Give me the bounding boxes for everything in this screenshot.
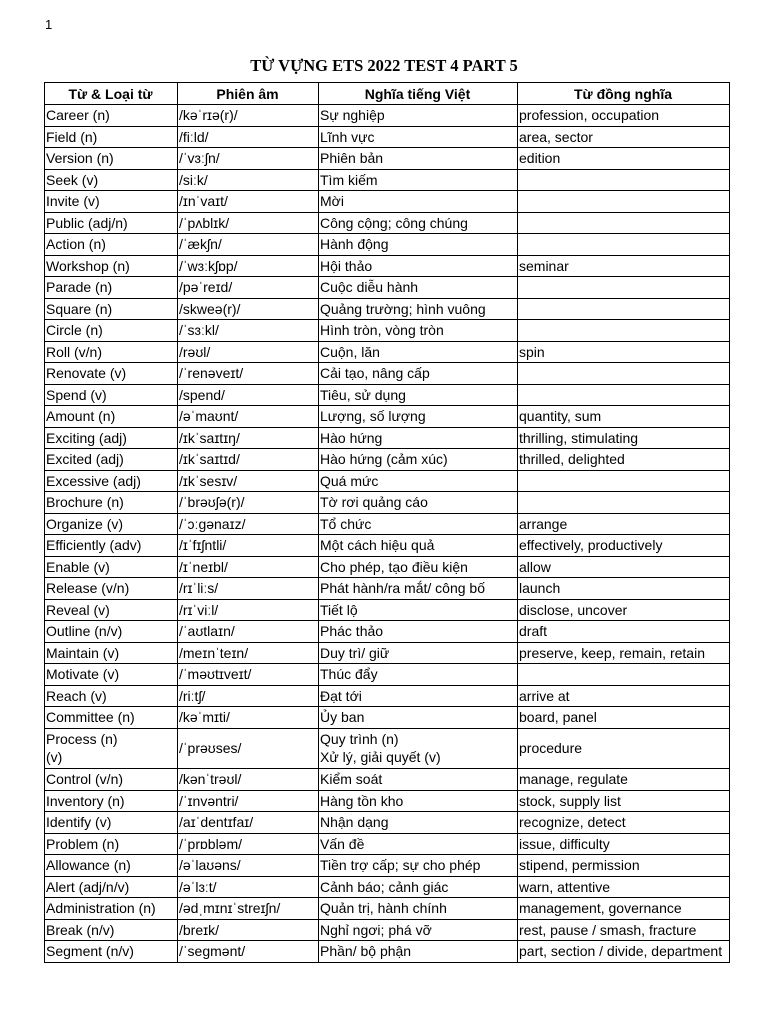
ipa-cell: /kənˈtrəʊl/ — [178, 769, 319, 791]
table-row — [45, 449, 730, 471]
synonyms-cell — [518, 320, 730, 342]
ipa-cell: /əˈlɜːt/ — [178, 876, 319, 898]
word-cell: Release (v/n) — [45, 578, 178, 600]
meaning-cell: Cải tạo, nâng cấp — [319, 363, 518, 385]
word-cell: Amount (n) — [45, 406, 178, 428]
table-row — [45, 148, 730, 170]
synonyms-cell: board, panel — [518, 707, 730, 729]
synonyms-cell: manage, regulate — [518, 769, 730, 791]
meaning-cell: Hàng tồn kho — [319, 790, 518, 812]
word-cell: Reach (v) — [45, 685, 178, 707]
header-row — [45, 83, 730, 105]
word-cell: Career (n) — [45, 105, 178, 127]
meaning-cell: Tiêu, sử dụng — [319, 384, 518, 406]
synonyms-cell: preserve, keep, remain, retain — [518, 642, 730, 664]
synonyms-cell: arrive at — [518, 685, 730, 707]
table-body — [45, 105, 730, 963]
ipa-cell: /əˈmaʊnt/ — [178, 406, 319, 428]
synonyms-cell — [518, 277, 730, 299]
table-row — [45, 234, 730, 256]
synonyms-cell: procedure — [518, 728, 730, 769]
ipa-cell: /ˈwɜːkʃɒp/ — [178, 255, 319, 277]
synonyms-cell — [518, 492, 730, 514]
ipa-cell: /ˈvɜːʃn/ — [178, 148, 319, 170]
word-cell: Field (n) — [45, 126, 178, 148]
meaning-cell: Cho phép, tạo điều kiện — [319, 556, 518, 578]
synonyms-cell — [518, 384, 730, 406]
word-cell: Public (adj/n) — [45, 212, 178, 234]
ipa-cell: /ˈrenəveɪt/ — [178, 363, 319, 385]
meaning-cell: Tìm kiếm — [319, 169, 518, 191]
synonyms-cell: part, section / divide, department — [518, 941, 730, 963]
meaning-cell: Vấn đề — [319, 833, 518, 855]
word-cell: Problem (n) — [45, 833, 178, 855]
meaning-cell: Cảnh báo; cảnh giác — [319, 876, 518, 898]
word-cell: Inventory (n) — [45, 790, 178, 812]
synonyms-cell: launch — [518, 578, 730, 600]
meaning-cell: Nhận dạng — [319, 812, 518, 834]
meaning-cell: Hội thảo — [319, 255, 518, 277]
table-row — [45, 535, 730, 557]
meaning-cell: Tổ chức — [319, 513, 518, 535]
table-row — [45, 212, 730, 234]
word-cell: Organize (v) — [45, 513, 178, 535]
ipa-cell: /ˈprɒbləm/ — [178, 833, 319, 855]
meaning-cell: Mời — [319, 191, 518, 213]
table-row — [45, 599, 730, 621]
meaning-cell: Tiết lộ — [319, 599, 518, 621]
table-row — [45, 513, 730, 535]
meaning-cell: Tiền trợ cấp; sự cho phép — [319, 855, 518, 877]
word-cell: Motivate (v) — [45, 664, 178, 686]
meaning-cell: Quy trình (n) Xử lý, giải quyết (v) — [319, 728, 518, 769]
ipa-cell: /ˈsɜːkl/ — [178, 320, 319, 342]
table-row — [45, 320, 730, 342]
word-cell: Version (n) — [45, 148, 178, 170]
table-row — [45, 341, 730, 363]
table-row — [45, 191, 730, 213]
word-cell: Circle (n) — [45, 320, 178, 342]
word-cell: Segment (n/v) — [45, 941, 178, 963]
synonyms-cell — [518, 234, 730, 256]
synonyms-cell: edition — [518, 148, 730, 170]
ipa-cell: /ɪˈfɪʃntli/ — [178, 535, 319, 557]
table-row — [45, 728, 730, 769]
table-row — [45, 876, 730, 898]
synonyms-cell — [518, 298, 730, 320]
meaning-cell: Ủy ban — [319, 707, 518, 729]
ipa-cell: /spend/ — [178, 384, 319, 406]
word-cell: Efficiently (adv) — [45, 535, 178, 557]
ipa-cell: /ɪkˈsaɪtɪŋ/ — [178, 427, 319, 449]
meaning-cell: Phác thảo — [319, 621, 518, 643]
synonyms-cell: draft — [518, 621, 730, 643]
synonyms-cell: thrilled, delighted — [518, 449, 730, 471]
meaning-cell: Một cách hiệu quả — [319, 535, 518, 557]
word-cell: Maintain (v) — [45, 642, 178, 664]
meaning-cell: Quản trị, hành chính — [319, 898, 518, 920]
table-row — [45, 812, 730, 834]
word-cell: Reveal (v) — [45, 599, 178, 621]
word-cell: Committee (n) — [45, 707, 178, 729]
synonyms-cell — [518, 664, 730, 686]
meaning-cell: Phiên bản — [319, 148, 518, 170]
ipa-cell: /rəʊl/ — [178, 341, 319, 363]
table-row — [45, 384, 730, 406]
table-row — [45, 769, 730, 791]
ipa-cell: /rɪˈviːl/ — [178, 599, 319, 621]
synonyms-cell: effectively, productively — [518, 535, 730, 557]
synonyms-cell: recognize, detect — [518, 812, 730, 834]
word-cell: Invite (v) — [45, 191, 178, 213]
word-cell: Excessive (adj) — [45, 470, 178, 492]
meaning-cell: Lĩnh vực — [319, 126, 518, 148]
word-cell: Control (v/n) — [45, 769, 178, 791]
meaning-cell: Thúc đẩy — [319, 664, 518, 686]
table-row — [45, 363, 730, 385]
ipa-cell: /ədˌmɪnɪˈstreɪʃn/ — [178, 898, 319, 920]
meaning-cell: Phát hành/ra mắt/ công bố — [319, 578, 518, 600]
ipa-cell: /əˈlaʊəns/ — [178, 855, 319, 877]
table-row — [45, 298, 730, 320]
synonyms-cell: management, governance — [518, 898, 730, 920]
meaning-cell: Duy trì/ giữ — [319, 642, 518, 664]
synonyms-cell — [518, 169, 730, 191]
table-row — [45, 406, 730, 428]
ipa-cell: /aɪˈdentɪfaɪ/ — [178, 812, 319, 834]
synonyms-cell: profession, occupation — [518, 105, 730, 127]
ipa-cell: /ˈɔːgənaɪz/ — [178, 513, 319, 535]
word-cell: Action (n) — [45, 234, 178, 256]
meaning-cell: Công cộng; công chúng — [319, 212, 518, 234]
meaning-cell: Lượng, số lượng — [319, 406, 518, 428]
table-row — [45, 277, 730, 299]
meaning-cell: Hào hứng — [319, 427, 518, 449]
synonyms-cell: rest, pause / smash, fracture — [518, 919, 730, 941]
word-cell: Renovate (v) — [45, 363, 178, 385]
ipa-cell: /pəˈreɪd/ — [178, 277, 319, 299]
word-cell: Identify (v) — [45, 812, 178, 834]
page-title: TỪ VỰNG ETS 2022 TEST 4 PART 5 — [250, 56, 518, 75]
ipa-cell: /siːk/ — [178, 169, 319, 191]
word-cell: Brochure (n) — [45, 492, 178, 514]
word-cell: Excited (adj) — [45, 449, 178, 471]
meaning-cell: Kiểm soát — [319, 769, 518, 791]
ipa-cell: /ˈɪnvəntri/ — [178, 790, 319, 812]
synonyms-cell: stipend, permission — [518, 855, 730, 877]
word-cell: Administration (n) — [45, 898, 178, 920]
meaning-cell: Đạt tới — [319, 685, 518, 707]
word-cell: Process (n) (v) — [45, 728, 178, 769]
word-cell: Parade (n) — [45, 277, 178, 299]
table-row — [45, 427, 730, 449]
meaning-cell: Tờ rơi quảng cáo — [319, 492, 518, 514]
meaning-cell: Cuộn, lăn — [319, 341, 518, 363]
word-cell: Seek (v) — [45, 169, 178, 191]
table-row — [45, 492, 730, 514]
word-cell: Alert (adj/n/v) — [45, 876, 178, 898]
synonyms-cell — [518, 212, 730, 234]
synonyms-cell: seminar — [518, 255, 730, 277]
table-row — [45, 169, 730, 191]
column-header-synonyms: Từ đồng nghĩa — [518, 83, 730, 105]
ipa-cell: /ˈaʊtlaɪn/ — [178, 621, 319, 643]
ipa-cell: /meɪnˈteɪn/ — [178, 642, 319, 664]
table-header — [45, 83, 730, 105]
ipa-cell: /ɪnˈvaɪt/ — [178, 191, 319, 213]
word-cell: Square (n) — [45, 298, 178, 320]
table-row — [45, 855, 730, 877]
ipa-cell: /ɪkˈsesɪv/ — [178, 470, 319, 492]
vocab-table — [44, 82, 730, 963]
table-row — [45, 685, 730, 707]
word-cell: Outline (n/v) — [45, 621, 178, 643]
table-row — [45, 642, 730, 664]
ipa-cell: /skweə(r)/ — [178, 298, 319, 320]
ipa-cell: /ɪˈneɪbl/ — [178, 556, 319, 578]
word-cell: Spend (v) — [45, 384, 178, 406]
table-row — [45, 941, 730, 963]
column-header-ipa: Phiên âm — [178, 83, 319, 105]
table-row — [45, 621, 730, 643]
ipa-cell: /ˈpʌblɪk/ — [178, 212, 319, 234]
meaning-cell: Nghỉ ngơi; phá vỡ — [319, 919, 518, 941]
table-row — [45, 105, 730, 127]
synonyms-cell: arrange — [518, 513, 730, 535]
word-cell: Enable (v) — [45, 556, 178, 578]
synonyms-cell: thrilling, stimulating — [518, 427, 730, 449]
ipa-cell: /ˈməʊtɪveɪt/ — [178, 664, 319, 686]
meaning-cell: Quảng trường; hình vuông — [319, 298, 518, 320]
ipa-cell: /ˈækʃn/ — [178, 234, 319, 256]
column-header-word: Từ & Loại từ — [45, 83, 178, 105]
table-row — [45, 126, 730, 148]
synonyms-cell: warn, attentive — [518, 876, 730, 898]
meaning-cell: Sự nghiệp — [319, 105, 518, 127]
table-row — [45, 470, 730, 492]
table-row — [45, 833, 730, 855]
table-row — [45, 664, 730, 686]
column-header-meaning: Nghĩa tiếng Việt — [319, 83, 518, 105]
synonyms-cell — [518, 363, 730, 385]
word-cell: Roll (v/n) — [45, 341, 178, 363]
synonyms-cell: issue, difficulty — [518, 833, 730, 855]
synonyms-cell — [518, 191, 730, 213]
ipa-cell: /breɪk/ — [178, 919, 319, 941]
meaning-cell: Cuộc diễu hành — [319, 277, 518, 299]
table-row — [45, 255, 730, 277]
table-row — [45, 556, 730, 578]
ipa-cell: /kəˈrɪə(r)/ — [178, 105, 319, 127]
ipa-cell: /riːtʃ/ — [178, 685, 319, 707]
synonyms-cell — [518, 470, 730, 492]
ipa-cell: /rɪˈliːs/ — [178, 578, 319, 600]
word-cell: Exciting (adj) — [45, 427, 178, 449]
meaning-cell: Hành động — [319, 234, 518, 256]
synonyms-cell: allow — [518, 556, 730, 578]
synonyms-cell: spin — [518, 341, 730, 363]
word-cell: Break (n/v) — [45, 919, 178, 941]
synonyms-cell: stock, supply list — [518, 790, 730, 812]
word-cell: Allowance (n) — [45, 855, 178, 877]
meaning-cell: Quá mức — [319, 470, 518, 492]
synonyms-cell: quantity, sum — [518, 406, 730, 428]
ipa-cell: /fiːld/ — [178, 126, 319, 148]
synonyms-cell: area, sector — [518, 126, 730, 148]
ipa-cell: /ɪkˈsaɪtɪd/ — [178, 449, 319, 471]
ipa-cell: /kəˈmɪti/ — [178, 707, 319, 729]
word-cell: Workshop (n) — [45, 255, 178, 277]
ipa-cell: /ˈbrəʊʃə(r)/ — [178, 492, 319, 514]
meaning-cell: Hình tròn, vòng tròn — [319, 320, 518, 342]
synonyms-cell: disclose, uncover — [518, 599, 730, 621]
ipa-cell: /ˈsegmənt/ — [178, 941, 319, 963]
table-row — [45, 790, 730, 812]
page-number: 1 — [45, 17, 53, 32]
table-row — [45, 707, 730, 729]
table-row — [45, 919, 730, 941]
meaning-cell: Phần/ bộ phận — [319, 941, 518, 963]
meaning-cell: Hào hứng (cảm xúc) — [319, 449, 518, 471]
table-row — [45, 898, 730, 920]
table-row — [45, 578, 730, 600]
ipa-cell: /ˈprəʊses/ — [178, 728, 319, 769]
